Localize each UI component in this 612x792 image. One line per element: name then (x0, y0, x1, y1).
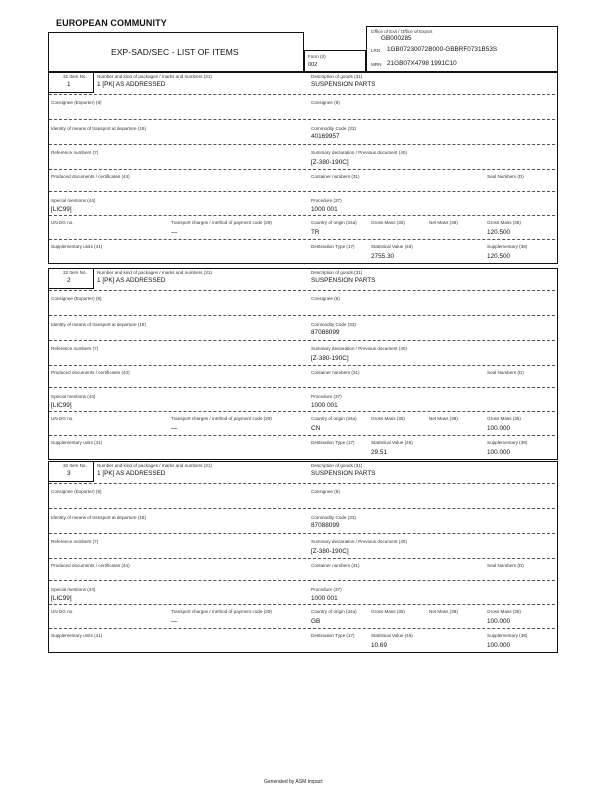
item-number-value: 2 (67, 277, 71, 284)
field-label: Seal Numbers (D) (487, 370, 524, 375)
field-value-description: SUSPENSION PARTS (311, 470, 376, 477)
field-label: Gross Mass (35) (371, 220, 405, 225)
field-value-gross-mass: 100.000 (487, 618, 511, 625)
field-label: Gross Mass (35) (487, 416, 521, 421)
item-block (48, 461, 558, 653)
field-label: Destination Type (17) (311, 440, 355, 445)
field-label: Container numbers (31) (311, 370, 360, 375)
field-label: Description of goods (31) (311, 463, 363, 468)
field-value-country-origin: GB (311, 618, 321, 625)
form-number-label: Form (3) (308, 54, 326, 59)
field-label: Country of origin (34a) (311, 220, 357, 225)
row-divider (49, 533, 555, 534)
item-number-box (49, 269, 94, 289)
field-label: Container numbers (31) (311, 174, 360, 179)
field-value-statistical-value: 29.51 (371, 449, 387, 456)
field-label: Net Mass (38) (429, 220, 458, 225)
field-label: Consignee (8) (311, 100, 340, 105)
item-number-label: 32 Item No. (63, 270, 87, 275)
field-label: Identity of means of transport at departure (18) (51, 322, 146, 327)
row-divider (49, 315, 555, 316)
field-value-net-mass: 120.500 (487, 253, 511, 260)
row-divider (49, 580, 555, 581)
field-label: Supplementary (38) (487, 440, 528, 445)
row-divider (49, 558, 555, 559)
field-value-special-mentions: [LIC99] (51, 402, 72, 409)
field-label: Summary declaration / Previous document (40) (311, 346, 407, 351)
item-number-value: 3 (67, 470, 71, 477)
field-value-packages: 1 [PK] AS ADDRESSED (97, 81, 166, 88)
field-value-statistical-value: 10.69 (371, 642, 387, 649)
field-value-country-origin: TR (311, 229, 320, 236)
field-value-transport-charges: — (171, 229, 178, 236)
row-divider (49, 340, 555, 341)
form-title: EXP-SAD/SEC - LIST OF ITEMS (111, 47, 239, 57)
item-block (48, 268, 558, 460)
form-number-value: 002 (308, 62, 318, 68)
field-label: Description of goods (31) (311, 74, 363, 79)
field-value-packages: 1 [PK] AS ADDRESSED (97, 470, 166, 477)
field-label: Supplementary (38) (487, 244, 528, 249)
row-divider (49, 290, 555, 291)
row-divider (49, 215, 555, 216)
field-label: Net Mass (38) (429, 609, 458, 614)
field-label: UN DG no. (51, 416, 74, 421)
field-label: Statistical Value (46) (371, 633, 413, 638)
office-label: Office of Exit / Office of Export (371, 29, 433, 34)
field-label: Produced documents / certificates (44) (51, 563, 130, 568)
item-number-label: 32 Item No. (63, 463, 87, 468)
field-label: Supplementary units (41) (51, 633, 103, 638)
field-value-summary-declaration: [Z-380-190C] (311, 159, 349, 166)
item-block (48, 72, 558, 264)
field-label: Country of origin (34a) (311, 609, 357, 614)
field-label: Commodity Code (33) (311, 515, 356, 520)
field-label: UN DG no. (51, 220, 74, 225)
lrn-value: 1GB07230072B000-GBBRF0731B53S (387, 46, 498, 53)
row-divider (49, 169, 555, 170)
row-divider (49, 144, 555, 145)
field-value-net-mass: 100.000 (487, 642, 511, 649)
field-value-gross-mass: 120.500 (487, 229, 511, 236)
field-label: Statistical Value (46) (371, 244, 413, 249)
field-label: Special mentions (44) (51, 587, 96, 592)
field-value-transport-charges: — (171, 425, 178, 432)
field-value-summary-declaration: [Z-380-190C] (311, 355, 349, 362)
field-label: Consignee (Exporter) (8) (51, 489, 102, 494)
field-value-net-mass: 100.000 (487, 449, 511, 456)
field-label: Summary declaration / Previous document (40) (311, 539, 407, 544)
row-divider (49, 435, 555, 436)
field-value-special-mentions: [LIC99] (51, 206, 72, 213)
field-value-statistical-value: 2755.30 (371, 253, 395, 260)
field-label: Consignee (8) (311, 489, 340, 494)
field-label: Number and kind of packages / marks and numbers (31) (97, 463, 212, 468)
field-value-special-mentions: [LIC99] (51, 595, 72, 602)
field-label: Supplementary units (41) (51, 440, 103, 445)
field-label: Procedure (37) (311, 587, 342, 592)
row-divider (49, 191, 555, 192)
mrn-label: MRN (371, 62, 382, 67)
field-label: Gross Mass (35) (487, 609, 521, 614)
field-label: Summary declaration / Previous document (40) (311, 150, 407, 155)
field-value-packages: 1 [PK] AS ADDRESSED (97, 277, 166, 284)
field-label: Supplementary (38) (487, 633, 528, 638)
field-value-gross-mass: 100.000 (487, 425, 511, 432)
item-number-box (49, 73, 94, 93)
field-label: Net Mass (38) (429, 416, 458, 421)
field-label: Produced documents / certificates (44) (51, 370, 130, 375)
field-label: Transport charges / method of payment code (29) (171, 416, 272, 421)
field-value-commodity-code: 87088099 (311, 522, 340, 529)
field-label: Destination Type (17) (311, 633, 355, 638)
field-label: Consignee (Exporter) (8) (51, 100, 102, 105)
field-label: Gross Mass (35) (371, 609, 405, 614)
field-label: Consignee (Exporter) (8) (51, 296, 102, 301)
field-label: Special mentions (44) (51, 198, 96, 203)
field-label: Consignee (8) (311, 296, 340, 301)
field-value-description: SUSPENSION PARTS (311, 81, 376, 88)
row-divider (49, 94, 555, 95)
field-value-transport-charges: — (171, 618, 178, 625)
field-label: Reference numbers (7) (51, 150, 99, 155)
field-label: Special mentions (44) (51, 394, 96, 399)
field-value-procedure: 1000 001 (311, 595, 338, 602)
row-divider (49, 604, 555, 605)
field-label: Reference numbers (7) (51, 539, 99, 544)
row-divider (49, 508, 555, 509)
field-label: Gross Mass (35) (487, 220, 521, 225)
field-label: Description of goods (31) (311, 270, 363, 275)
field-label: Gross Mass (35) (371, 416, 405, 421)
field-label: Commodity Code (33) (311, 322, 356, 327)
mrn-value: 21GB07X4798 1991C10 (387, 60, 457, 67)
item-number-value: 1 (67, 81, 71, 88)
office-box (366, 26, 558, 72)
footer-text: Generated by ASM Impact (264, 779, 323, 785)
office-value: GB000285 (381, 35, 412, 42)
row-divider (49, 119, 555, 120)
row-divider (49, 239, 555, 240)
field-label: Procedure (37) (311, 198, 342, 203)
field-label: Transport charges / method of payment code (29) (171, 220, 272, 225)
field-value-summary-declaration: [Z-380-190C] (311, 548, 349, 555)
field-label: Container numbers (31) (311, 563, 360, 568)
field-value-procedure: 1000 001 (311, 206, 338, 213)
field-label: Number and kind of packages / marks and numbers (31) (97, 74, 212, 79)
field-label: Number and kind of packages / marks and numbers (31) (97, 270, 212, 275)
field-label: Supplementary units (41) (51, 244, 103, 249)
community-title: EUROPEAN COMMUNITY (56, 18, 167, 28)
field-label: Produced documents / certificates (44) (51, 174, 130, 179)
field-label: Reference numbers (7) (51, 346, 99, 351)
row-divider (49, 387, 555, 388)
field-value-country-origin: CN (311, 425, 321, 432)
form-title-box (48, 32, 304, 72)
row-divider (49, 411, 555, 412)
field-label: Seal Numbers (D) (487, 563, 524, 568)
item-number-box (49, 462, 94, 482)
field-value-description: SUSPENSION PARTS (311, 277, 376, 284)
field-label: Country of origin (34a) (311, 416, 357, 421)
field-label: Destination Type (17) (311, 244, 355, 249)
field-label: Seal Numbers (D) (487, 174, 524, 179)
field-value-commodity-code: 87088099 (311, 329, 340, 336)
row-divider (49, 483, 555, 484)
row-divider (49, 628, 555, 629)
form-number-box (304, 50, 366, 72)
row-divider (49, 365, 555, 366)
field-label: Commodity Code (33) (311, 126, 356, 131)
lrn-label: LRN (371, 48, 381, 53)
field-label: Identity of means of transport at departure (18) (51, 515, 146, 520)
field-value-commodity-code: 40169957 (311, 133, 340, 140)
field-label: Statistical Value (46) (371, 440, 413, 445)
field-label: Procedure (37) (311, 394, 342, 399)
field-label: Transport charges / method of payment code (29) (171, 609, 272, 614)
field-label: Identity of means of transport at departure (18) (51, 126, 146, 131)
field-value-procedure: 1000 001 (311, 402, 338, 409)
item-number-label: 32 Item No. (63, 74, 87, 79)
field-label: UN DG no. (51, 609, 74, 614)
